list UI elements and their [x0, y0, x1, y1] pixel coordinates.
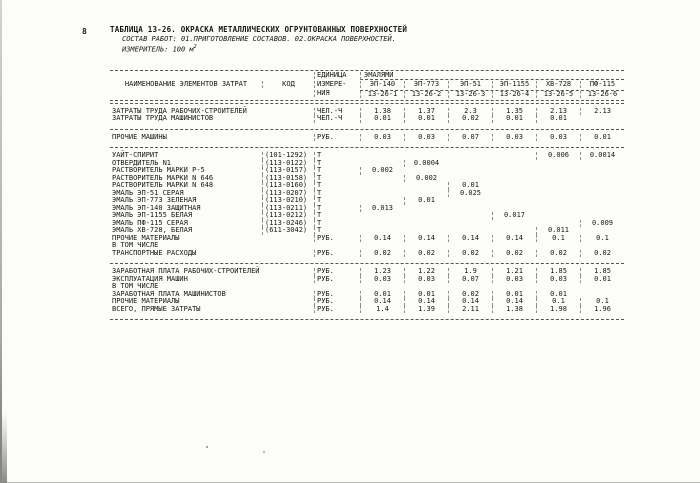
value-cell: 0.01: [492, 115, 536, 123]
value-cell: 0.025: [448, 190, 492, 198]
measure-label: ИЗМЕРИТЕЛЬ: 100 м: [122, 44, 194, 53]
value-cell: 0.14: [404, 235, 448, 243]
header-row-norm-codes: [110, 90, 624, 99]
value-cell: 0.02: [492, 250, 536, 258]
page-number: 8: [82, 27, 87, 36]
resource-code: (113-0212): [262, 212, 314, 220]
row-label: ЗАТРАТЫ ТРУДА РАБОЧИХ-СТРОИТЕЛЕЙ: [112, 106, 247, 115]
value-cell: 0.011: [536, 227, 580, 235]
row-label: ЗАТРАТЫ ТРУДА МАШИНИСТОВ: [112, 114, 214, 123]
section-machines: [110, 131, 624, 147]
section-divider: [110, 147, 624, 148]
value-cell: 0.14: [360, 235, 404, 243]
document-page: [110, 26, 626, 321]
row-label: В ТОМ ЧИСЛЕ: [112, 282, 159, 291]
resource-code: (113-0210): [262, 197, 314, 205]
value-cell: 0.02: [360, 250, 404, 258]
value-cell: 0.03: [492, 134, 536, 142]
value-cell: 0.07: [448, 134, 492, 142]
unit-cell: Т: [314, 167, 360, 175]
value-cell: 0.01: [404, 291, 448, 299]
value-cell: 1.39: [404, 306, 448, 314]
code-column-header: КОД: [262, 81, 314, 89]
row-label: ЭМАЛЬ ХВ-728, БЕЛАЯ: [112, 226, 193, 235]
value-cell: 0.01: [360, 115, 404, 123]
table-body: [110, 105, 624, 319]
unit-cell: РУБ.: [314, 268, 360, 276]
scan-left-edge: [0, 0, 2, 483]
value-cell: 1.23: [360, 268, 404, 276]
value-cell: 0.03: [360, 134, 404, 142]
unit-cell: Т: [314, 175, 360, 183]
value-cell: 2.3: [448, 108, 492, 116]
row-label: ПРОЧИЕ МАТЕРИАЛЫ: [112, 297, 180, 306]
section-divider: [110, 129, 624, 130]
unit-cell: ЧЕЛ.-Ч: [314, 108, 360, 116]
value-cell: 0.03: [536, 134, 580, 142]
value-cell: 0.0004: [404, 160, 448, 168]
value-cell: 0.14: [448, 298, 492, 306]
unit-header-line3: НИЯ: [314, 90, 360, 98]
value-cell: 0.002: [404, 175, 448, 183]
row-label: РАСТВОРИТЕЛЬ МАРКИ N 648: [112, 181, 214, 190]
table-row: [110, 152, 624, 160]
value-cell: 0.01: [536, 115, 580, 123]
value-cell: 0.02: [448, 115, 492, 123]
value-cell: 1.98: [536, 306, 580, 314]
value-cell: 1.35: [492, 108, 536, 116]
value-cell: 0.01: [580, 134, 624, 142]
table-row: [110, 306, 624, 314]
value-cell: 1.37: [404, 108, 448, 116]
unit-cell: РУБ.: [314, 250, 360, 258]
table-row: [110, 276, 624, 284]
value-cell: 0.01: [448, 182, 492, 190]
value-cell: 1.96: [580, 306, 624, 314]
value-cell: 0.01: [536, 291, 580, 299]
section-divider: [110, 263, 624, 264]
table-row: [110, 235, 624, 243]
value-cell: 0.14: [404, 298, 448, 306]
value-cell: 0.006: [536, 152, 580, 160]
paint-type-header: ЭП-51: [448, 81, 492, 89]
norm-code-headers: [360, 90, 624, 99]
unit-cell: Т: [314, 160, 360, 168]
value-cell: 0.02: [448, 291, 492, 299]
value-cell: 0.03: [404, 134, 448, 142]
value-cell: 0.02: [448, 250, 492, 258]
unit-cell: Т: [314, 182, 360, 190]
value-cell: 0.03: [492, 276, 536, 284]
value-cell: 0.02: [580, 250, 624, 258]
value-cell: 0.013: [360, 205, 404, 213]
value-cell: 0.01: [580, 276, 624, 284]
row-label: ЗАРАБОТНАЯ ПЛАТА РАБОЧИХ-СТРОИТЕЛЕЙ: [112, 267, 260, 276]
value-cell: 0.002: [360, 167, 404, 175]
header-row-columns: [110, 81, 624, 90]
section-labor: [110, 105, 624, 128]
row-label: ЭМАЛЬ ЭП-140 ЗАЩИТНАЯ: [112, 203, 201, 212]
scan-speck: [206, 446, 208, 448]
row-label: ЭМАЛЬ ЭП-51 СЕРАЯ: [112, 188, 184, 197]
group-header-emals: ЭМАЛЯМИ: [360, 72, 624, 81]
value-cell: 0.14: [492, 235, 536, 243]
resource-code: (113-0157): [262, 167, 314, 175]
row-label: РАСТВОРИТЕЛЬ МАРКИ Р-5: [112, 166, 205, 175]
value-cell: 0.01: [492, 291, 536, 299]
value-cell: 0.03: [536, 276, 580, 284]
unit-cell: РУБ.: [314, 306, 360, 314]
value-cell: 0.1: [536, 235, 580, 243]
name-column-header: НАИМЕНОВАНИЕ ЭЛЕМЕНТОВ ЗАТРАТ: [124, 79, 248, 88]
value-cell: 0.1: [536, 298, 580, 306]
norm-code-header: 13-26-2: [404, 91, 448, 99]
value-cell: 1.38: [492, 306, 536, 314]
value-cell: 0.01: [360, 291, 404, 299]
paint-type-header: ХВ-728: [536, 81, 580, 89]
value-cell: 0.03: [360, 276, 404, 284]
value-cell: 0.07: [448, 276, 492, 284]
table-bottom-rule: [110, 319, 624, 320]
value-cell: 0.1: [580, 298, 624, 306]
unit-cell: ЧЕЛ.-Ч: [314, 115, 360, 123]
value-cell: 1.22: [404, 268, 448, 276]
row-label: ОТВЕРДИТЕЛЬ N1: [112, 158, 172, 167]
table-header: [110, 72, 624, 99]
paint-type-headers: [360, 81, 624, 89]
row-label: ПРОЧИЕ МАШИНЫ: [112, 132, 167, 141]
paint-type-header: ЭП-773: [404, 81, 448, 89]
row-label: УАЙТ-СПИРИТ: [112, 151, 159, 160]
table-row: [110, 115, 624, 123]
unit-cell: Т: [314, 220, 360, 228]
value-cell: 2.13: [536, 108, 580, 116]
value-cell: 0.009: [580, 220, 624, 228]
resource-code: (113-0246): [262, 220, 314, 228]
value-cell: 2.11: [448, 306, 492, 314]
table-row: [110, 291, 624, 299]
row-label: ЭМАЛЬ ПФ-115 СЕРАЯ: [112, 218, 188, 227]
row-label: ЭКСПЛУАТАЦИЯ МАШИН: [112, 274, 188, 283]
unit-header-line1: ЕДИНИЦА: [314, 72, 360, 80]
unit-cell: РУБ.: [314, 276, 360, 284]
value-cell: 0.01: [404, 115, 448, 123]
value-cell: 0.02: [404, 250, 448, 258]
resource-code: (101-1292): [262, 152, 314, 160]
table-row: [110, 182, 624, 190]
scan-speck: [263, 451, 265, 453]
unit-cell: Т: [314, 197, 360, 205]
resource-code: (113-0207): [262, 190, 314, 198]
row-label: ПРОЧИЕ МАТЕРИАЛЫ: [112, 233, 180, 242]
row-label: В ТОМ ЧИСЛЕ: [112, 241, 159, 250]
paint-type-header: ЭП-140: [360, 81, 404, 89]
norm-code-header: 13-26-1: [360, 91, 404, 99]
value-cell: 1.21: [492, 268, 536, 276]
norm-code-header: 13-26-3: [448, 91, 492, 99]
value-cell: 0.017: [492, 212, 536, 220]
paint-type-header: ПФ-115: [580, 81, 624, 89]
value-cell: 1.4: [360, 306, 404, 314]
row-label: РАСТВОРИТЕЛЬ МАРКИ N 646: [112, 173, 214, 182]
resource-code: (611-3042): [262, 227, 314, 235]
unit-cell: Т: [314, 227, 360, 235]
unit-cell: Т: [314, 190, 360, 198]
value-cell: 2.13: [580, 108, 624, 116]
measure-superscript: 2: [193, 43, 197, 50]
value-cell: 0.01: [404, 197, 448, 205]
resource-code: (113-0160): [262, 182, 314, 190]
value-cell: 0.03: [404, 276, 448, 284]
value-cell: 1.38: [360, 108, 404, 116]
resource-code: (113-0158): [262, 175, 314, 183]
section-summary: [110, 265, 624, 318]
row-label: ЭМАЛЬ ЭП-1155 БЕЛАЯ: [112, 211, 193, 220]
section-materials: [110, 149, 624, 262]
value-cell: 1.85: [536, 268, 580, 276]
paint-type-header: ЭП-1155: [492, 81, 536, 89]
unit-cell: РУБ.: [314, 298, 360, 306]
row-label: ЭМАЛЬ ЭП-773 ЗЕЛЕНАЯ: [112, 196, 197, 205]
value-cell: 0.14: [360, 298, 404, 306]
measure-unit: [110, 43, 626, 53]
unit-cell: РУБ.: [314, 235, 360, 243]
norm-code-header: 13-26-6: [580, 91, 624, 99]
unit-cell: Т: [314, 212, 360, 220]
resource-code: (113-0211): [262, 205, 314, 213]
row-label: ТРАНСПОРТНЫЕ РАСХОДЫ: [112, 248, 197, 257]
value-cell: 0.0014: [580, 152, 624, 160]
value-cell: 0.02: [536, 250, 580, 258]
row-label: ЗАРАБОТНАЯ ПЛАТА МАШИНИСТОВ: [112, 289, 226, 298]
table-row: [110, 250, 624, 258]
table-row: [110, 227, 624, 235]
work-composition: СОСТАВ РАБОТ: 01.ПРИГОТОВЛЕНИЕ СОСТАВОВ. 02.ОКРАСКА ПОВЕРХНОСТЕЙ.: [122, 34, 396, 43]
norm-code-header: 13-26-4: [492, 91, 536, 99]
unit-cell: РУБ.: [314, 291, 360, 299]
scan-corner-smudge: [0, 413, 7, 483]
cost-table: [110, 70, 624, 321]
norm-code-header: 13-26-5: [536, 91, 580, 99]
header-rule: [110, 100, 624, 104]
unit-cell: РУБ.: [314, 134, 360, 142]
table-title: ТАБЛИЦА 13-26. ОКРАСКА МЕТАЛЛИЧЕСКИХ ОГРУНТОВАННЫХ ПОВЕРХНОСТЕЙ: [110, 25, 408, 34]
value-cell: 0.1: [580, 235, 624, 243]
unit-header-line2: ИЗМЕРЕ-: [314, 81, 360, 89]
value-cell: 0.14: [492, 298, 536, 306]
unit-cell: Т: [314, 205, 360, 213]
value-cell: 1.85: [580, 268, 624, 276]
resource-code: (113-0122): [262, 160, 314, 168]
table-row: [110, 134, 624, 142]
row-label: ВСЕГО, ПРЯМЫЕ ЗАТРАТЫ: [112, 304, 201, 313]
value-cell: 0.14: [448, 235, 492, 243]
value-cell: 1.9: [448, 268, 492, 276]
unit-cell: Т: [314, 152, 360, 160]
